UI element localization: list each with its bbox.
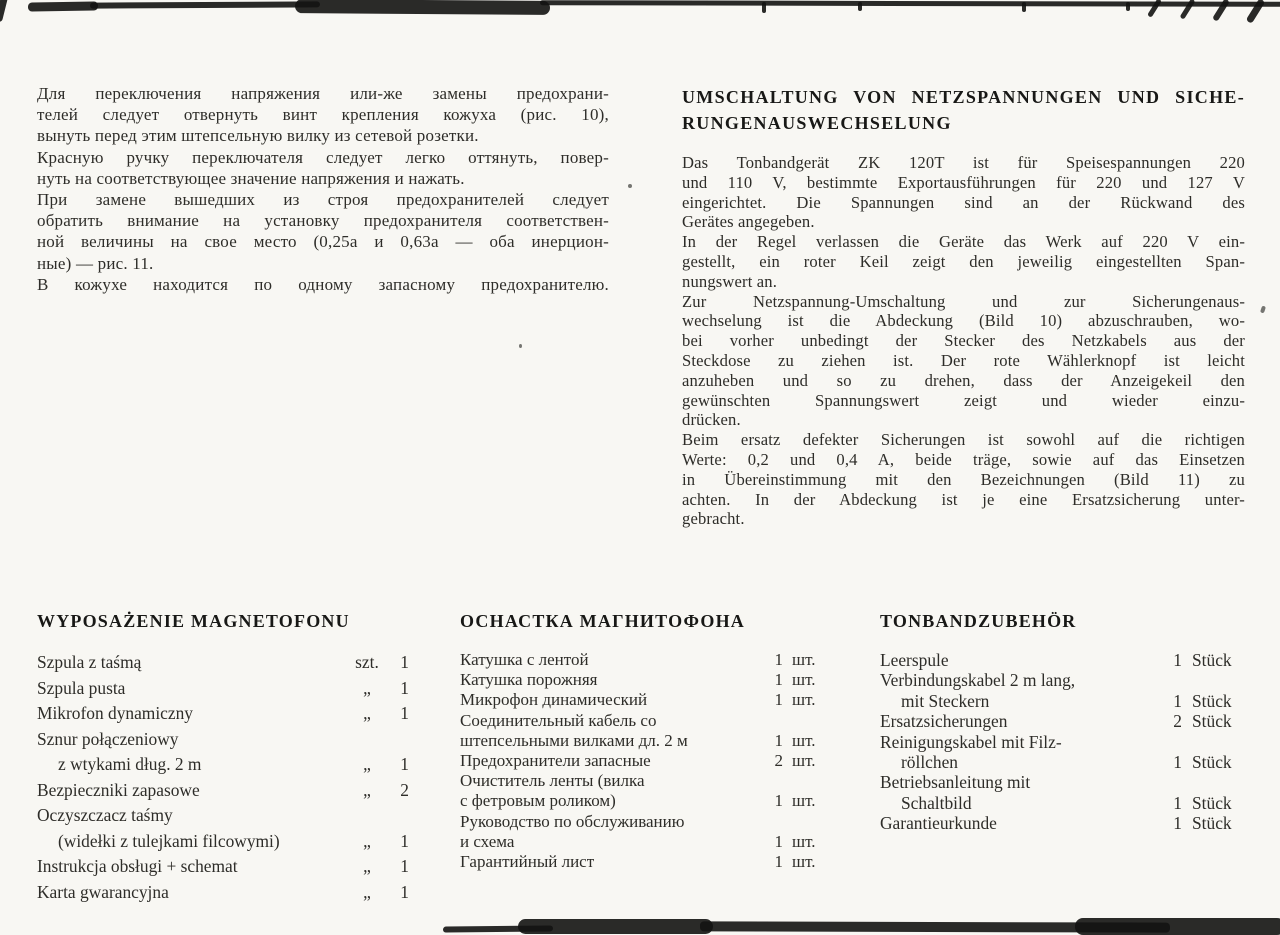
list-row — [880, 670, 1246, 690]
item-unit: „ — [363, 779, 371, 800]
list-row — [460, 690, 832, 710]
text-line: нуть на соответствующее значение напряжения и нажать. — [37, 168, 465, 188]
item-unit: Stück — [1192, 792, 1232, 813]
text-line: телей следует отвернуть винт крепления кожуха (рис. 10), — [37, 105, 609, 125]
russian-list-rows — [460, 650, 832, 872]
scan-artifact-tick — [858, 2, 862, 11]
item-name: Karta gwarancyjna — [37, 881, 169, 902]
item-name: röllchen — [901, 752, 958, 773]
item-unit: „ — [363, 677, 371, 698]
item-quantity: 1 — [774, 670, 783, 690]
text-line: Для переключения напряжения или-же замены предохрани- — [37, 84, 609, 103]
russian-instructions-paragraph — [37, 83, 609, 295]
text-line: Steckdose zu ziehen ist. Der rote Wählerknopf ist leicht — [682, 350, 1245, 370]
text-line: in Übereinstimmung mit den Bezeichnungen (Bild 11) zu — [682, 469, 1245, 489]
list-row — [460, 751, 832, 771]
item-unit: szt. — [355, 652, 379, 672]
item-name: Катушка порожняя — [460, 670, 598, 690]
list-row — [37, 880, 409, 906]
item-name: Szpula z taśmą — [37, 652, 142, 672]
item-quantity: 1 — [774, 730, 783, 750]
item-unit: шт. — [792, 831, 816, 851]
german-section-heading — [682, 84, 1245, 136]
list-row — [37, 803, 409, 829]
list-row — [37, 829, 409, 855]
list-row — [880, 813, 1246, 833]
item-name: штепсельными вилками дл. 2 м — [460, 730, 688, 750]
list-row — [880, 732, 1246, 752]
text-line: обратить внимание на установку предохранителя соответствен- — [37, 211, 609, 231]
item-quantity: 1 — [400, 652, 409, 672]
item-quantity: 1 — [1173, 650, 1182, 670]
item-name: Sznur połączeniowy — [37, 728, 179, 749]
text-line: ной величины на свое место (0,25а и 0,63а — оба инерцион- — [37, 232, 609, 252]
scan-artifact-top-streak — [28, 1, 98, 11]
item-name: Verbindungskabel 2 m lang, — [880, 670, 1076, 691]
scan-artifact-tick — [762, 2, 766, 13]
german-instructions-section — [682, 84, 1245, 529]
text-line: При замене вышедших из строя предохранителей следует — [37, 190, 609, 210]
item-quantity: 1 — [774, 791, 783, 811]
text-line: Gerätes angegeben. — [682, 212, 815, 232]
item-name: Mikrofon dynamiczny — [37, 703, 193, 723]
scan-artifact-tick — [1022, 2, 1026, 12]
list-row — [460, 812, 832, 832]
list-row — [460, 731, 832, 751]
list-row — [880, 650, 1246, 670]
list-row — [460, 711, 832, 731]
item-quantity: 1 — [774, 831, 783, 851]
item-quantity: 1 — [774, 852, 783, 872]
item-name: и схема — [460, 831, 515, 851]
item-quantity: 1 — [400, 881, 409, 902]
scan-artifact-top-streak — [90, 1, 320, 8]
item-name: Гарантийный лист — [460, 852, 595, 872]
german-instructions-paragraph — [682, 153, 1245, 529]
text-line: RUNGENAUSWECHSELUNG — [682, 113, 952, 133]
item-quantity: 1 — [1173, 792, 1182, 813]
item-name: Betriebsanleitung mit — [880, 772, 1031, 793]
item-unit: Stück — [1192, 813, 1232, 834]
item-quantity: 1 — [400, 703, 409, 723]
text-line: Beim ersatz defekter Sicherungen ist sowohl auf die richtigen — [682, 430, 1245, 450]
item-quantity: 1 — [400, 754, 409, 774]
ink-speck — [1260, 306, 1266, 314]
text-line: Zur Netzspannung-Umschaltung und zur Sicherungenaus- — [682, 291, 1245, 311]
item-unit: Stück — [1192, 690, 1232, 711]
list-row — [460, 650, 832, 670]
text-line: UMSCHALTUNG VON NETZSPANNUNGEN UND SICHE- — [682, 87, 1245, 107]
item-name: Ersatzsicherungen — [880, 711, 1008, 732]
item-quantity: 1 — [774, 690, 783, 710]
russian-list-heading: ОСНАСТКА МАГНИТОФОНА — [460, 611, 745, 631]
item-quantity: 2 — [1173, 711, 1182, 732]
item-quantity: 2 — [774, 751, 783, 771]
item-unit: шт. — [792, 670, 816, 690]
item-quantity: 1 — [400, 856, 409, 876]
item-unit: „ — [363, 703, 371, 723]
list-row — [460, 670, 832, 690]
item-unit: Stück — [1192, 752, 1232, 773]
list-row — [37, 727, 409, 753]
text-line: В кожухе находится по одному запасному предохранителю. — [37, 274, 609, 294]
polish-list-heading: WYPOSAŻENIE MAGNETOFONU — [37, 611, 350, 631]
item-unit: „ — [363, 881, 371, 902]
list-row — [880, 793, 1246, 813]
scan-artifact-top-blob — [295, 0, 550, 15]
item-quantity: 1 — [1173, 813, 1182, 834]
list-row — [37, 701, 409, 727]
text-line: вынуть перед этим штепсельную вилку из сетевой розетки. — [37, 126, 479, 146]
item-unit: шт. — [792, 650, 816, 669]
item-unit: Stück — [1192, 711, 1232, 732]
scan-artifact-tick — [1126, 2, 1130, 11]
item-unit: „ — [363, 856, 371, 876]
item-name: Garantieurkunde — [880, 813, 997, 834]
item-name: Szpula pusta — [37, 677, 126, 698]
ink-speck — [519, 344, 522, 348]
item-quantity: 1 — [1173, 752, 1182, 773]
list-row — [460, 832, 832, 852]
list-row — [37, 676, 409, 702]
item-quantity: 1 — [400, 677, 409, 698]
text-line: eingerichtet. Die Spannungen sind an der Rückwand des — [682, 192, 1245, 212]
item-unit: шт. — [792, 690, 816, 710]
scan-artifact-top-streak — [540, 0, 1280, 7]
scan-artifact-bottom-blob — [1075, 918, 1280, 935]
item-unit: шт. — [792, 852, 816, 872]
item-name: Instrukcja obsługi + schemat — [37, 856, 238, 876]
item-unit: „ — [363, 830, 371, 851]
text-line: Das Tonbandgerät ZK 120T ist für Speisespannungen 220 — [682, 153, 1245, 172]
item-name: с фетровым роликом) — [460, 791, 616, 811]
text-line: nungswert an. — [682, 271, 778, 291]
item-unit: шт. — [792, 730, 816, 750]
german-list-heading: TONBANDZUBEHÖR — [880, 611, 1077, 631]
item-name: Очиститель ленты (вилка — [460, 771, 645, 791]
scan-artifact-bottom-blob — [518, 919, 713, 934]
item-name: Schaltbild — [901, 792, 972, 813]
item-name: Соединительный кабель со — [460, 710, 657, 730]
russian-equipment-list — [460, 610, 832, 872]
item-name: Предохранители запасные — [460, 751, 651, 771]
item-name: Катушка с лентой — [460, 650, 589, 669]
german-accessories-list — [880, 610, 1246, 834]
list-row — [460, 771, 832, 791]
text-line: gewünschten Spannungswert zeigt und wieder einzu- — [682, 390, 1245, 410]
list-row — [37, 778, 409, 804]
text-line: wechselung ist die Abdeckung (Bild 10) abzuschrauben, wo- — [682, 311, 1245, 331]
item-name: Reinigungskabel mit Filz- — [880, 731, 1062, 752]
item-name: Leerspule — [880, 650, 949, 670]
list-row — [460, 852, 832, 872]
polish-list-rows — [37, 650, 409, 905]
list-row — [460, 791, 832, 811]
item-unit: шт. — [792, 751, 816, 771]
list-row — [880, 691, 1246, 711]
item-quantity: 2 — [400, 779, 409, 800]
item-name: Bezpieczniki zapasowe — [37, 779, 200, 800]
text-line: bei vorher unbedingt der Stecker des Netzkabels aus der — [682, 331, 1245, 351]
list-row — [880, 772, 1246, 792]
text-line: achten. In der Abdeckung ist je eine Ersatzsicherung unter- — [682, 489, 1245, 509]
list-row — [37, 650, 409, 676]
item-unit: „ — [363, 754, 371, 774]
scan-artifact-top-left — [0, 0, 8, 22]
text-line: Красную ручку переключателя следует легко оттянуть, повер- — [37, 147, 609, 167]
item-name: (widełki z tulejkami filcowymi) — [58, 830, 280, 851]
list-row — [880, 752, 1246, 772]
text-line: In der Regel verlassen die Geräte das Werk auf 220 V ein- — [682, 232, 1245, 252]
text-line: anzuheben und so zu drehen, dass der Anzeigekeil den — [682, 370, 1245, 390]
item-quantity: 1 — [1173, 690, 1182, 711]
item-name: z wtykami dług. 2 m — [58, 754, 202, 774]
list-row — [880, 711, 1246, 731]
text-line: ные) — рис. 11. — [37, 253, 154, 273]
german-list-rows — [880, 650, 1246, 834]
item-name: mit Steckern — [901, 690, 990, 711]
text-line: Werte: 0,2 und 0,4 A, beide träge, sowie auf das Einsetzen — [682, 449, 1245, 469]
list-row — [37, 752, 409, 778]
item-unit: Stück — [1192, 650, 1232, 670]
text-line: drücken. — [682, 410, 741, 430]
item-name: Руководство по обслуживанию — [460, 811, 685, 831]
text-line: gebracht. — [682, 509, 745, 529]
polish-equipment-list — [37, 610, 409, 905]
text-line: gestellt, ein roter Keil zeigt den jeweilig eingestellten Span- — [682, 251, 1245, 271]
item-quantity: 1 — [774, 650, 783, 669]
item-name: Oczyszczacz taśmy — [37, 805, 173, 825]
item-name: Микрофон динамический — [460, 690, 648, 710]
item-quantity: 1 — [400, 830, 409, 851]
list-row — [37, 854, 409, 880]
ink-speck — [628, 184, 632, 188]
item-unit: шт. — [792, 791, 816, 811]
text-line: und 110 V, bestimmte Exportausführungen für 220 und 127 V — [682, 172, 1245, 192]
